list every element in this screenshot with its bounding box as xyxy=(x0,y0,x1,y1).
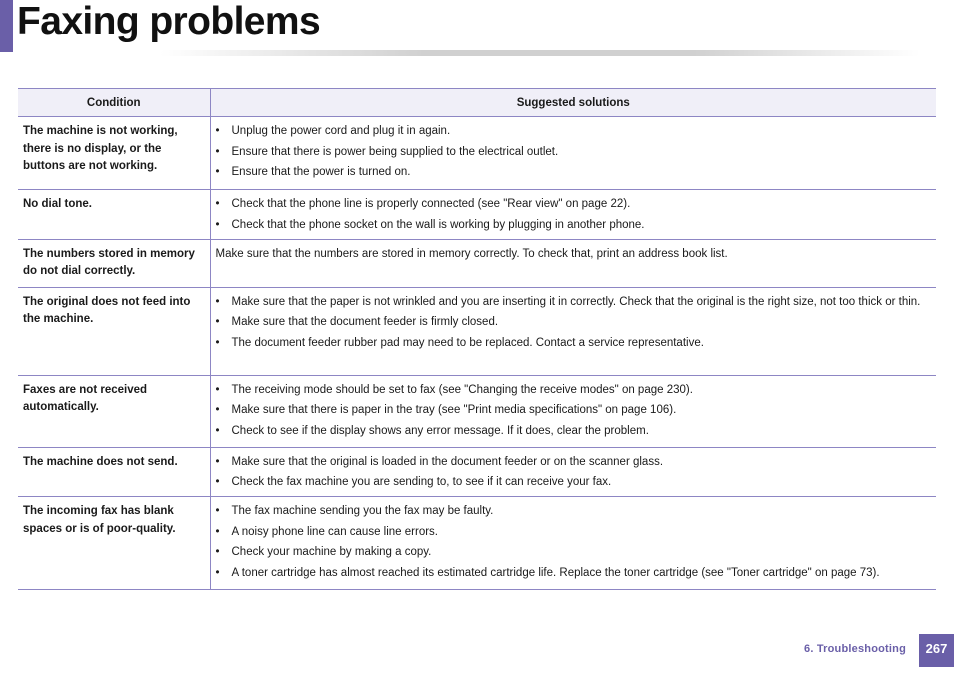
list-item xyxy=(216,123,932,139)
bullet: • xyxy=(215,546,220,558)
solutions-cell xyxy=(210,375,936,447)
table-row xyxy=(18,447,936,497)
solution-text: Ensure that there is power being supplied to the electrical outlet. xyxy=(231,145,559,158)
solution-text: Make sure that the document feeder is firmly closed. xyxy=(231,316,499,328)
column-header-condition: Condition xyxy=(18,89,210,117)
solution-text: Make sure that the paper is not wrinkled and you are inserting it in correctly. Check that the original is the right size, not too thick or thin. xyxy=(231,295,921,308)
list-item xyxy=(216,382,932,398)
bullet: • xyxy=(215,218,220,231)
title-accent-bar xyxy=(0,0,13,52)
bullet: • xyxy=(215,505,220,517)
list-item xyxy=(216,217,932,233)
list-item xyxy=(216,544,932,560)
footer-section-label: 6. Troubleshooting xyxy=(804,643,906,655)
bullet: • xyxy=(215,383,220,396)
list-item xyxy=(216,503,932,519)
list-item xyxy=(216,164,932,180)
table-row xyxy=(18,497,936,590)
solution-text: Check your machine by making a copy. xyxy=(231,546,432,558)
solution-text: The document feeder rubber pad may need to be replaced. Contact a service representative. xyxy=(231,336,704,349)
solutions-cell xyxy=(210,447,936,497)
list-item xyxy=(216,423,932,439)
list-item xyxy=(216,335,932,351)
solutions-cell xyxy=(210,287,936,375)
condition-cell: The numbers stored in memory do not dial correctly. xyxy=(18,239,210,287)
solution-list xyxy=(216,294,932,351)
list-item xyxy=(216,565,932,581)
solution-list xyxy=(216,196,932,233)
list-item xyxy=(216,524,932,540)
table-row xyxy=(18,375,936,447)
condition-cell: The incoming fax has blank spaces or is of poor-quality. xyxy=(18,497,210,590)
condition-cell: The original does not feed into the machine. xyxy=(18,287,210,375)
solution-text: Check the fax machine you are sending to, to see if it can receive your fax. xyxy=(231,476,612,488)
bullet: • xyxy=(215,424,220,437)
title-underline xyxy=(160,50,920,56)
list-item xyxy=(216,294,932,310)
solutions-cell xyxy=(210,497,936,590)
solutions-cell: Make sure that the numbers are stored in memory correctly. To check that, print an address book list. xyxy=(210,239,936,287)
bullet: • xyxy=(215,125,220,137)
solution-text: Unplug the power cord and plug it in again. xyxy=(231,125,451,137)
solution-text: Check that the phone socket on the wall is working by plugging in another phone. xyxy=(231,218,645,231)
column-header-solutions: Suggested solutions xyxy=(210,89,936,117)
bullet: • xyxy=(215,295,220,308)
list-item xyxy=(216,474,932,490)
solution-list xyxy=(216,382,932,439)
solution-text: The receiving mode should be set to fax (see "Changing the receive modes" on page 230). xyxy=(231,383,693,396)
solution-text: A noisy phone line can cause line errors. xyxy=(231,525,438,538)
problems-table xyxy=(18,88,936,590)
page-number: 267 xyxy=(919,634,954,667)
bullet: • xyxy=(215,145,220,158)
solutions-cell xyxy=(210,190,936,240)
bullet: • xyxy=(215,198,220,210)
solution-text: Check to see if the display shows any error message. If it does, clear the problem. xyxy=(231,424,649,437)
bullet: • xyxy=(215,455,220,468)
list-item xyxy=(216,144,932,160)
solution-text: The fax machine sending you the fax may be faulty. xyxy=(231,505,494,517)
condition-cell: No dial tone. xyxy=(18,190,210,240)
table-row xyxy=(18,117,936,190)
solution-text: Make sure that the original is loaded in the document feeder or on the scanner glass. xyxy=(231,455,664,468)
solution-list xyxy=(216,454,932,491)
solution-list xyxy=(216,503,932,581)
table-header-row xyxy=(18,89,936,117)
list-item xyxy=(216,454,932,470)
solution-text: Check that the phone line is properly connected (see "Rear view" on page 22). xyxy=(231,198,631,210)
condition-cell: The machine does not send. xyxy=(18,447,210,497)
bullet: • xyxy=(215,566,220,579)
list-item xyxy=(216,196,932,212)
bullet: • xyxy=(215,166,220,178)
table-row xyxy=(18,190,936,240)
page-title: Faxing problems xyxy=(17,0,321,43)
solution-text: Make sure that there is paper in the tray (see "Print media specifications" on page 106). xyxy=(231,404,677,416)
solution-text: Ensure that the power is turned on. xyxy=(231,166,411,178)
solution-list xyxy=(216,123,932,180)
list-item xyxy=(216,314,932,330)
table-row xyxy=(18,239,936,287)
bullet: • xyxy=(215,404,220,416)
condition-cell: Faxes are not received automatically. xyxy=(18,375,210,447)
bullet: • xyxy=(215,525,220,538)
table-row xyxy=(18,287,936,375)
list-item xyxy=(216,402,932,418)
bullet: • xyxy=(215,336,220,349)
solutions-cell xyxy=(210,117,936,190)
condition-cell: The machine is not working, there is no display, or the buttons are not working. xyxy=(18,117,210,190)
bullet: • xyxy=(215,316,220,328)
solution-text: A toner cartridge has almost reached its estimated cartridge life. Replace the toner cartridge (see "Toner cartridge" on page 73). xyxy=(231,566,880,579)
bullet: • xyxy=(215,476,220,488)
